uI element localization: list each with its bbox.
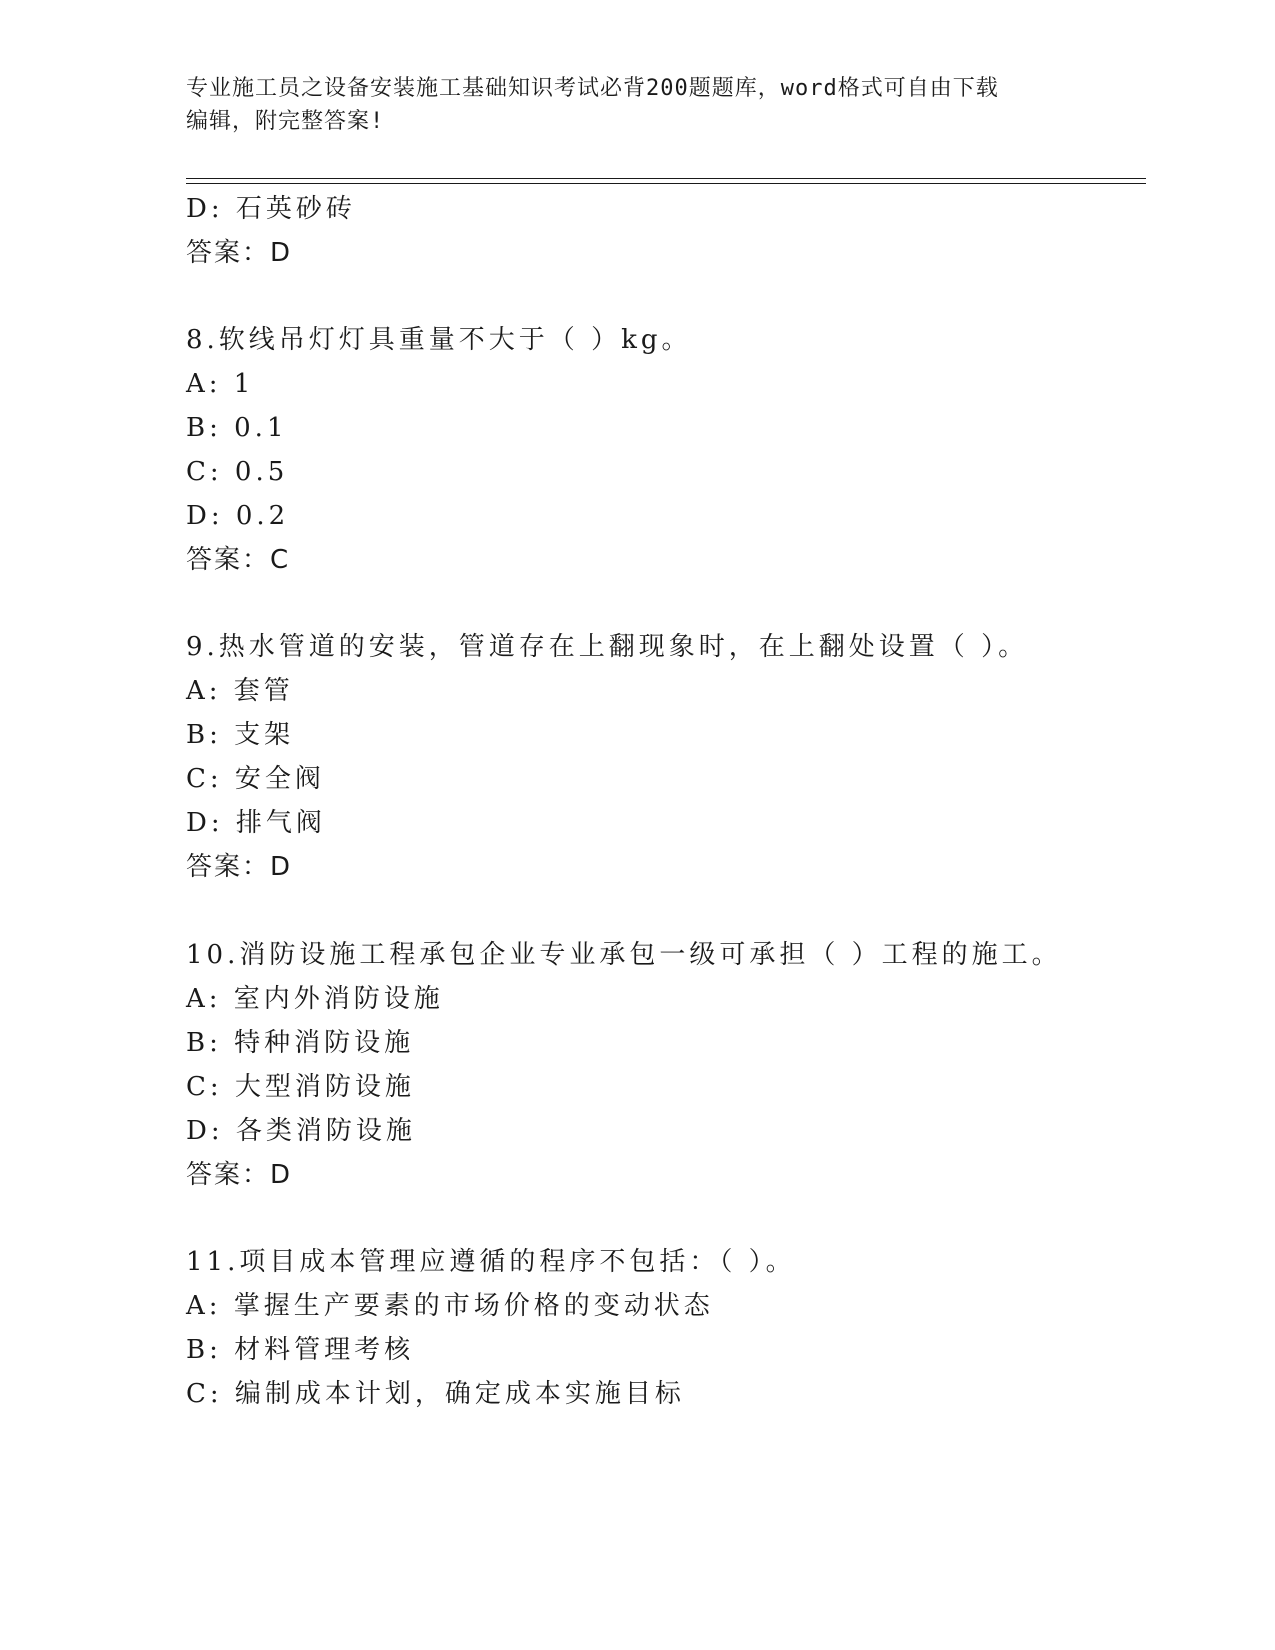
question-9-stem: 9.热水管道的安装，管道存在上翻现象时，在上翻处设置（ ）。 [186, 632, 1029, 662]
question-10-answer: 答案：D [186, 1160, 293, 1190]
question-10-stem: 10.消防设施工程承包企业专业承包一级可承担（ ）工程的施工。 [186, 940, 1062, 970]
question-8-stem: 8.软线吊灯灯具重量不大于（ ）kg。 [186, 325, 692, 355]
question-10-option-d: D: 各类消防设施 [186, 1116, 416, 1146]
question-9-option-b: B: 支架 [186, 720, 295, 750]
question-8-option-b: B: 0.1 [186, 413, 288, 443]
prev-option-d: D: 石英砂砖 [186, 194, 356, 224]
prev-answer: 答案：D [186, 238, 293, 268]
question-8-option-a: A: 1 [186, 369, 255, 399]
question-11-stem: 11.项目成本管理应遵循的程序不包括：（ ）。 [186, 1247, 796, 1277]
question-11-option-c: C: 编制成本计划，确定成本实施目标 [186, 1379, 685, 1409]
question-9-answer: 答案：D [186, 852, 293, 882]
question-10-option-b: B: 特种消防设施 [186, 1028, 415, 1058]
question-10-option-c: C: 大型消防设施 [186, 1072, 415, 1102]
header-divider-top [186, 178, 1146, 179]
question-9-option-a: A: 套管 [186, 676, 294, 706]
question-8-option-d: D: 0.2 [186, 501, 290, 531]
question-8-answer: 答案：C [186, 545, 291, 575]
question-10-option-a: A: 室内外消防设施 [186, 984, 444, 1014]
question-11-option-b: B: 材料管理考核 [186, 1335, 415, 1365]
header-line-2: 编辑，附完整答案! [186, 109, 385, 134]
question-11-option-a: A: 掌握生产要素的市场价格的变动状态 [186, 1291, 714, 1321]
question-9-option-c: C: 安全阀 [186, 764, 325, 794]
document-header [186, 72, 1066, 138]
question-8-option-c: C: 0.5 [186, 457, 289, 487]
header-line-1: 专业施工员之设备安装施工基础知识考试必背200题题库，word格式可自由下载 [186, 76, 999, 101]
header-divider-bottom [186, 183, 1146, 184]
question-9-option-d: D: 排气阀 [186, 808, 326, 838]
